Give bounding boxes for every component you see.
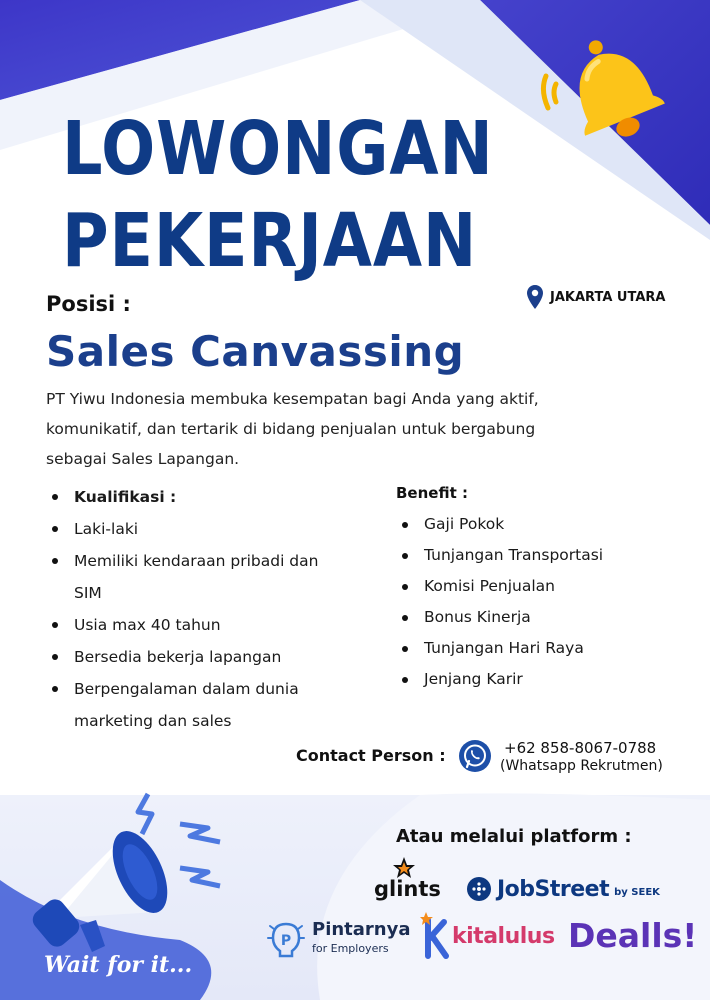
pintarnya-logo[interactable] bbox=[312, 919, 411, 955]
megaphone-icon bbox=[30, 790, 230, 960]
qualification-item: Bersedia bekerja lapangan bbox=[46, 641, 356, 673]
pintarnya-subtext: for Employers bbox=[312, 942, 389, 955]
platform-heading: Atau melalui platform : bbox=[396, 826, 632, 847]
qualification-item: Laki-laki bbox=[46, 513, 356, 545]
jobstreet-logo[interactable] bbox=[466, 876, 660, 902]
contact-phone[interactable]: +62 858-8067-0788 bbox=[504, 739, 657, 757]
jobstreet-suffix: by SEEK bbox=[614, 886, 660, 898]
position-label: Posisi : bbox=[46, 292, 131, 316]
benefit-item: Tunjangan Hari Raya bbox=[396, 633, 676, 664]
intro-text: PT Yiwu Indonesia membuka kesempatan bagi Anda yang aktif, komunikatif, dan tertarik di bidang penjualan untuk bergabung sebagai Sales Lapangan. bbox=[46, 390, 539, 468]
dealls-logo[interactable]: Dealls! bbox=[568, 916, 698, 955]
contact-note: (Whatsapp Rekrutmen) bbox=[500, 758, 663, 774]
position-title: Sales Canvassing bbox=[46, 327, 465, 376]
qualifications-list bbox=[46, 481, 356, 737]
kitalulus-logo[interactable]: kitalulus bbox=[452, 924, 555, 949]
benefits-list bbox=[396, 509, 676, 695]
tagline: Wait for it... bbox=[44, 952, 193, 978]
jobstreet-icon bbox=[466, 876, 492, 902]
lightbulb-icon bbox=[266, 920, 306, 964]
benefit-item: Bonus Kinerja bbox=[396, 602, 676, 633]
qualification-item: Berpengalaman dalam dunia marketing dan sales bbox=[46, 673, 346, 737]
jobstreet-text: JobStreet bbox=[497, 876, 610, 902]
svg-text:P: P bbox=[280, 933, 292, 949]
benefit-item: Jenjang Karir bbox=[396, 664, 676, 695]
benefit-item: Tunjangan Transportasi bbox=[396, 540, 676, 571]
benefits-heading: Benefit : bbox=[396, 484, 468, 502]
kitalulus-icon bbox=[420, 912, 450, 962]
qualification-item: Memiliki kendaraan pribadi dan SIM bbox=[46, 545, 336, 609]
pintarnya-text: Pintarnya bbox=[312, 919, 411, 940]
bell-icon bbox=[538, 30, 668, 150]
headline-line-2: PEKERJAAN bbox=[62, 198, 478, 284]
qualification-item: Usia max 40 tahun bbox=[46, 609, 356, 641]
benefit-item: Komisi Penjualan bbox=[396, 571, 676, 602]
contact-label: Contact Person : bbox=[296, 746, 446, 765]
whatsapp-icon[interactable] bbox=[458, 739, 492, 773]
benefit-item: Gaji Pokok bbox=[396, 509, 676, 540]
location-text: JAKARTA UTARA bbox=[550, 289, 666, 305]
location bbox=[526, 284, 665, 310]
location-pin-icon bbox=[526, 284, 544, 310]
glints-logo[interactable]: glints bbox=[374, 877, 441, 901]
headline-line-1: LOWONGAN bbox=[62, 106, 494, 192]
qualifications-heading: Kualifikasi : bbox=[46, 481, 356, 513]
